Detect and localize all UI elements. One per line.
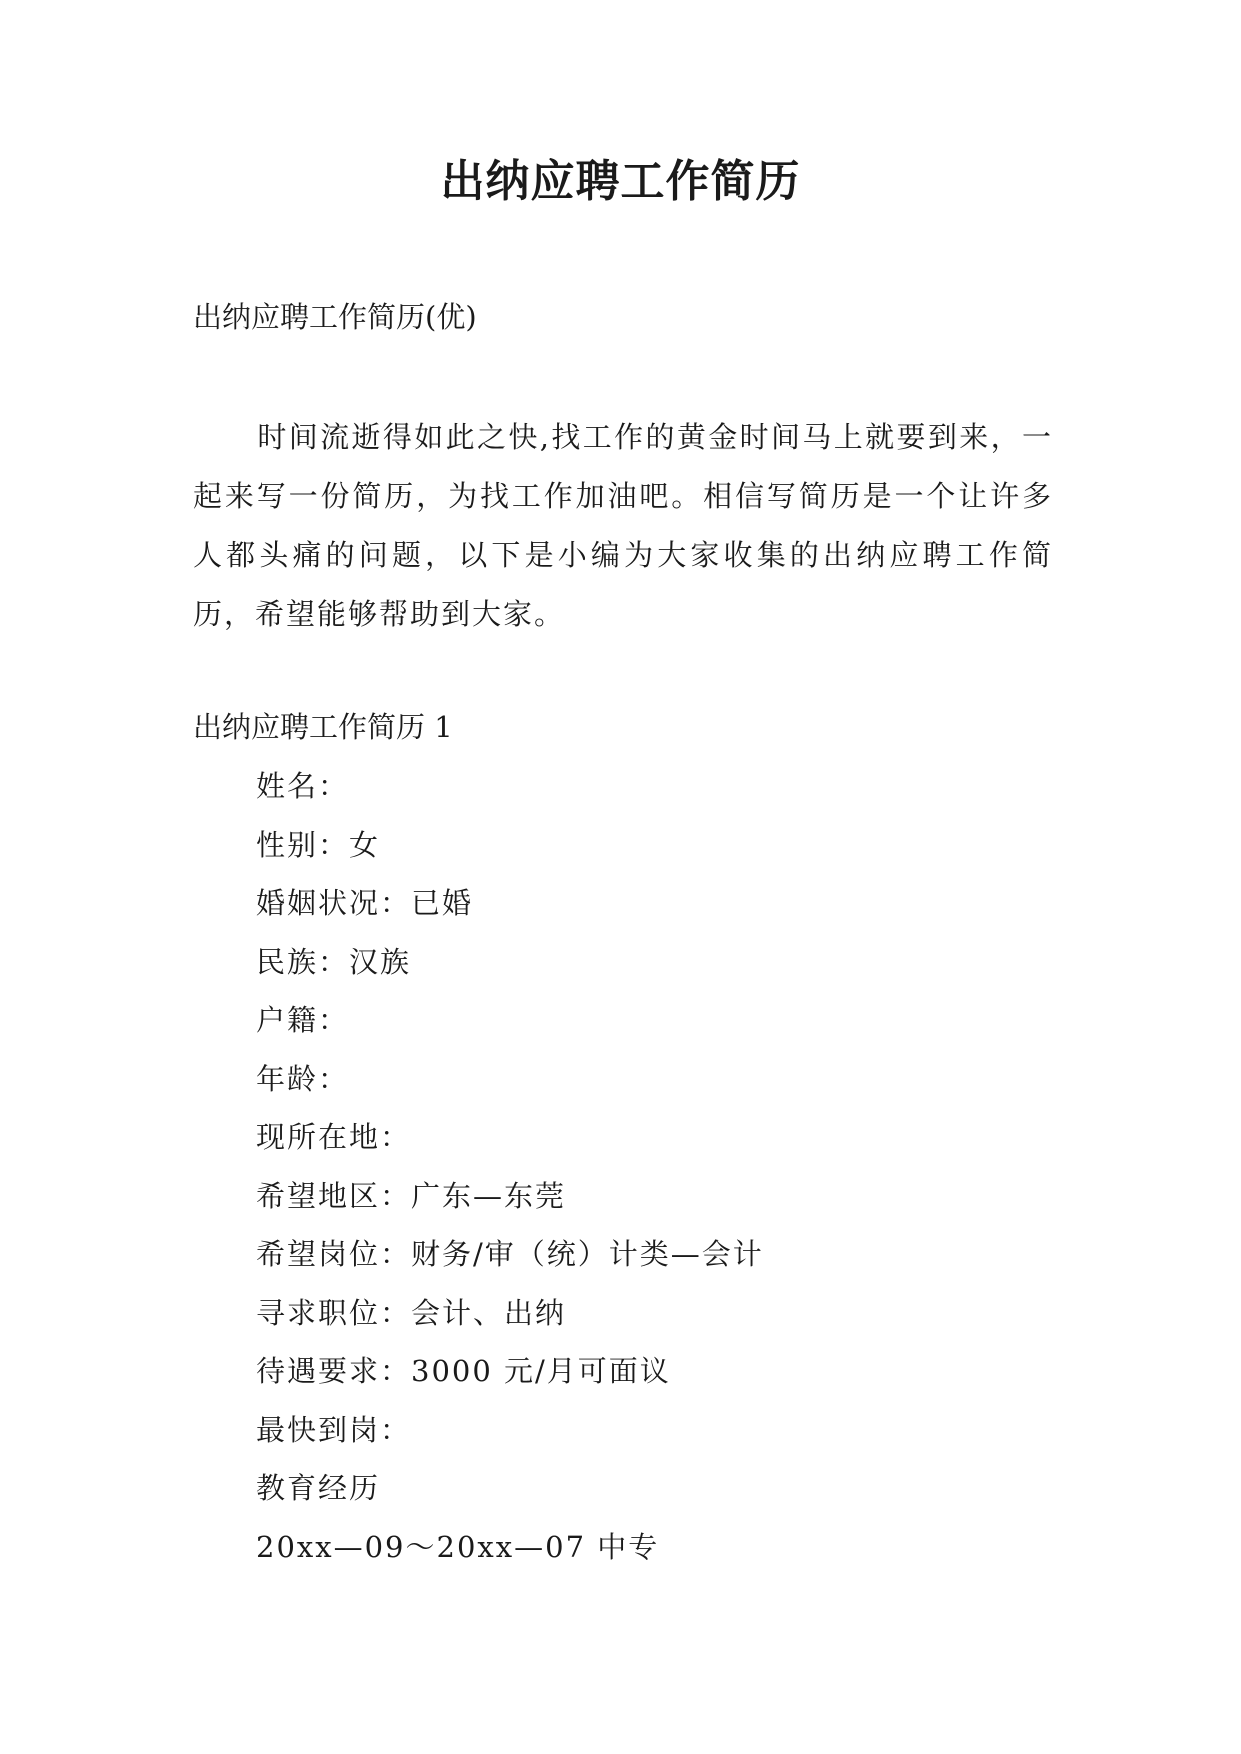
field-current-location: 现所在地： <box>256 1120 412 1154</box>
field-desired-region: 希望地区：广东—东莞 <box>256 1178 567 1213</box>
field-salary-expectation: 待遇要求：3000 元/月可面议 <box>256 1354 671 1388</box>
intro-text: 时间流逝得如此之快,找工作的黄金时间马上就要到来，一起来写一份简历，为找工作加油吧。相信写简历是一个让许多人都头痛的问题，以下是小编为大家收集的出纳应聘工作简历，希望能够帮助到大家。 <box>193 420 1053 631</box>
field-age: 年龄： <box>256 1061 350 1096</box>
resume-fields <box>256 757 764 1576</box>
field-ethnicity: 民族：汉族 <box>256 944 412 979</box>
education-heading: 教育经历 <box>256 1471 381 1505</box>
field-household-registration: 户籍： <box>256 1003 350 1037</box>
field-name: 姓名： <box>256 769 350 803</box>
document-subtitle: 出纳应聘工作简历(优) <box>193 300 477 334</box>
document-title: 出纳应聘工作简历 <box>440 156 801 207</box>
education-entry: 20xx—09～20xx—07 中专 <box>256 1529 660 1564</box>
field-desired-position: 希望岗位：财务/审（统）计类—会计 <box>256 1237 764 1271</box>
section-title: 出纳应聘工作简历 1 <box>193 710 453 744</box>
intro-paragraph <box>193 408 1053 644</box>
field-marital-status: 婚姻状况：已婚 <box>256 886 474 920</box>
field-gender: 性别：女 <box>256 827 381 862</box>
field-job-sought: 寻求职位：会计、出纳 <box>256 1295 567 1330</box>
field-earliest-start: 最快到岗： <box>256 1412 412 1447</box>
